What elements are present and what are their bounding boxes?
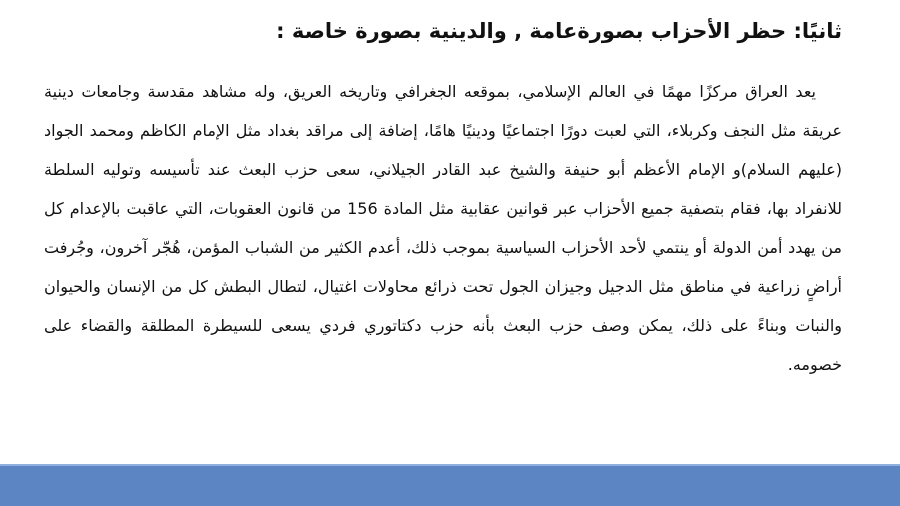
slide-body — [44, 72, 842, 384]
slide-title: ثانيًا: حظر الأحزاب بصورةعامة , والدينية بصورة خاصة : — [276, 19, 842, 43]
body-paragraph: يعد العراق مركزًا مهمًا في العالم الإسلامي، بموقعه الجغرافي وتاريخه العريق، وله مشاهد مقدسة وجامعات دينية عريقة مثل النجف وكربلاء، التي لعبت دورًا اجتماعيًا ودينيًا هامًا، إضافة إلى مراقد بغداد مثل الإمام الكاظم ومحمد الجواد (عليهم السلام)و الإمام الأعظم أبو حنيفة والشيخ عبد القادر الجيلاني، سعى حزب البعث عند تأسيسه وتوليه السلطة للانفراد بها، فقام بتصفية جميع الأحزاب عبر قوانين عقابية مثل المادة 156 من قانون العقوبات، التي عاقبت بالإعدام كل من يهدد أمن الدولة أو ينتمي لأحد الأحزاب السياسية بموجب ذلك، أعدم الكثير من الشباب المؤمن، هُجّر آخرون، وجُرفت أراضٍ زراعية في مناطق مثل الدجيل وجيزان الجول تحت ذرائع محاولات اغتيال، لتطال البطش كل من الإنسان والحيوان والنبات وبناءً على ذلك، يمكن وصف حزب البعث بأنه حزب دكتاتوري فردي يسعى للسيطرة المطلقة والقضاء على خصومه. — [44, 82, 842, 374]
footer-band — [0, 466, 900, 506]
